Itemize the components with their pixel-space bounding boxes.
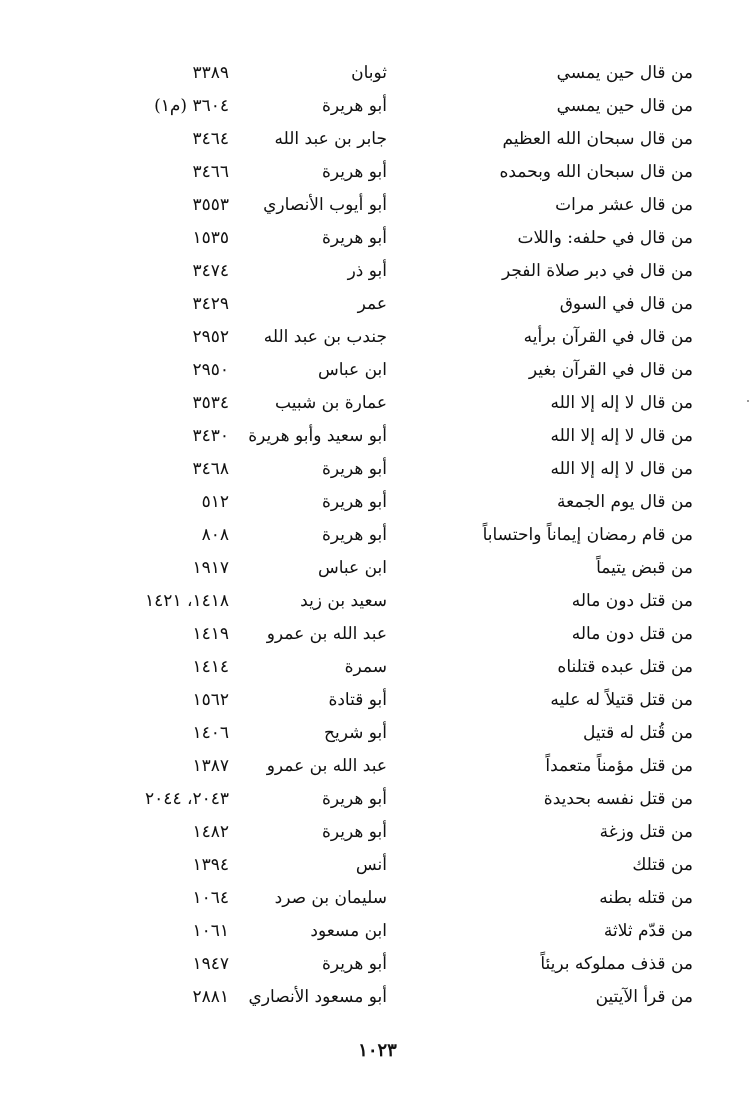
hadith-phrase: من قتلك <box>632 855 693 875</box>
narrator-name: جندب بن عبد الله <box>263 327 387 347</box>
hadith-phrase: من قرأ الآيتين <box>595 987 693 1007</box>
hadith-number: ١٣٨٧ <box>192 756 229 776</box>
index-row <box>0 585 755 618</box>
index-row <box>0 519 755 552</box>
narrator-name: أبو أيوب الأنصاري <box>263 195 387 215</box>
index-row <box>0 882 755 915</box>
narrator-name: أبو سعيد وأبو هريرة <box>248 426 387 446</box>
narrator-name: عبد الله بن عمرو <box>266 756 387 776</box>
hadith-number: ١٤٨٢ <box>192 822 229 842</box>
hadith-phrase: من قال حين يمسي <box>556 63 693 83</box>
narrator-name: ثوبان <box>351 63 387 83</box>
page-number: ١٠٢٣ <box>358 1040 397 1061</box>
hadith-number: ٢٩٥٠ <box>192 360 229 380</box>
index-row <box>0 288 755 321</box>
narrator-name: أبو هريرة <box>321 162 387 182</box>
hadith-number: ٣٤٦٦ <box>192 162 229 182</box>
hadith-phrase: من قال في السوق <box>559 294 693 314</box>
index-row <box>0 321 755 354</box>
hadith-phrase: من قال لا إله إلا الله <box>550 393 693 413</box>
narrator-name: أبو هريرة <box>321 459 387 479</box>
narrator-name: أبو شريح <box>324 723 387 743</box>
index-row <box>0 387 755 420</box>
index-row <box>0 156 755 189</box>
hadith-number: ١٥٦٢ <box>192 690 229 710</box>
narrator-name: أبو هريرة <box>321 954 387 974</box>
narrator-name: أبو هريرة <box>321 96 387 116</box>
hadith-number: ٣٤٦٨ <box>192 459 229 479</box>
hadith-number: ٣٤٦٤ <box>192 129 229 149</box>
narrator-name: أبو ذر <box>347 261 387 281</box>
index-row <box>0 849 755 882</box>
index-row <box>0 255 755 288</box>
narrator-name: ابن عباس <box>317 360 387 380</box>
index-row <box>0 981 755 1014</box>
index-row <box>0 915 755 948</box>
hadith-number: ٣٤٣٠ <box>192 426 229 446</box>
hadith-number: ٣٤٧٤ <box>192 261 229 281</box>
narrator-name: ابن عباس <box>317 558 387 578</box>
hadith-number: ٣٦٠٤ (م١) <box>154 96 229 116</box>
narrator-name: جابر بن عبد الله <box>274 129 387 149</box>
narrator-name: أبو هريرة <box>321 822 387 842</box>
index-row <box>0 717 755 750</box>
hadith-phrase: من قال يوم الجمعة <box>557 492 693 512</box>
hadith-phrase: من قتل دون ماله <box>571 591 693 611</box>
hadith-index-table <box>0 57 755 1014</box>
hadith-phrase: من قال سبحان الله وبحمده <box>499 162 693 182</box>
index-row <box>0 618 755 651</box>
hadith-phrase: من قال حين يمسي <box>556 96 693 116</box>
hadith-number: ١٤٠٦ <box>192 723 229 743</box>
hadith-phrase: من قال عشر مرات <box>555 195 693 215</box>
narrator-name: أبو هريرة <box>321 492 387 512</box>
hadith-phrase: من قال سبحان الله العظيم <box>502 129 693 149</box>
hadith-number: ١٥٣٥ <box>192 228 229 248</box>
index-row <box>0 552 755 585</box>
index-row <box>0 816 755 849</box>
hadith-number: ١٤١٨، ١٤٢١ <box>145 591 229 611</box>
narrator-name: أبو مسعود الأنصاري <box>248 987 387 1007</box>
narrator-name: عمر <box>357 294 387 314</box>
index-row <box>0 948 755 981</box>
narrator-name: أبو هريرة <box>321 525 387 545</box>
hadith-number: ١٠٦١ <box>192 921 229 941</box>
hadith-number: ٢٠٤٣، ٢٠٤٤ <box>145 789 229 809</box>
narrator-name: أنس <box>355 855 387 875</box>
index-row <box>0 123 755 156</box>
hadith-number: ٥١٢ <box>201 492 229 512</box>
hadith-phrase: من قال في القرآن بغير <box>528 360 693 380</box>
hadith-phrase: من قام رمضان إيماناً واحتساباً <box>482 525 693 545</box>
index-row <box>0 486 755 519</box>
hadith-number: ٨٠٨ <box>201 525 229 545</box>
hadith-phrase: من قال في القرآن برأيه <box>523 327 693 347</box>
index-row <box>0 420 755 453</box>
narrator-name: أبو قتادة <box>328 690 387 710</box>
narrator-name: عمارة بن شبيب <box>275 393 387 413</box>
index-row <box>0 684 755 717</box>
hadith-phrase: من قتل نفسه بحديدة <box>543 789 693 809</box>
hadith-phrase: من قتل عبده قتلناه <box>557 657 693 677</box>
index-row <box>0 750 755 783</box>
index-row <box>0 354 755 387</box>
hadith-number: ١٩١٧ <box>192 558 229 578</box>
index-row <box>0 222 755 255</box>
hadith-number: ١٤١٩ <box>192 624 229 644</box>
hadith-phrase: من قتل وزغة <box>599 822 693 842</box>
hadith-number: ١٩٤٧ <box>192 954 229 974</box>
hadith-number: ٣٥٣٤ <box>192 393 229 413</box>
hadith-phrase: من قذف مملوكه بريئاً <box>540 954 693 974</box>
hadith-number: ٣٤٢٩ <box>192 294 229 314</box>
index-row <box>0 783 755 816</box>
narrator-name: ابن مسعود <box>310 921 387 941</box>
hadith-phrase: من قتل قتيلاً له عليه <box>550 690 693 710</box>
index-row <box>0 90 755 123</box>
hadith-phrase: من قال لا إله إلا الله <box>550 426 693 446</box>
index-row <box>0 57 755 90</box>
hadith-phrase: من قال لا إله إلا الله <box>550 459 693 479</box>
index-row <box>0 453 755 486</box>
hadith-number: ٢٩٥٢ <box>192 327 229 347</box>
narrator-name: أبو هريرة <box>321 789 387 809</box>
narrator-name: سليمان بن صرد <box>274 888 387 908</box>
hadith-phrase: من قبض يتيماً <box>596 558 693 578</box>
hadith-phrase: من قدّم ثلاثة <box>603 921 693 941</box>
hadith-number: ٣٥٥٣ <box>192 195 229 215</box>
index-row <box>0 189 755 222</box>
hadith-phrase: من قتل دون ماله <box>571 624 693 644</box>
narrator-name: سمرة <box>344 657 387 677</box>
narrator-name: سعيد بن زيد <box>300 591 387 611</box>
hadith-phrase: من قتله بطنه <box>599 888 693 908</box>
hadith-phrase: من قُتل له قتيل <box>583 723 693 743</box>
hadith-number: ١٤١٤ <box>192 657 229 677</box>
hadith-number: ٢٨٨١ <box>192 987 229 1007</box>
hadith-phrase: من قال في حلفه: واللات <box>517 228 693 248</box>
hadith-number: ٣٣٨٩ <box>192 63 229 83</box>
index-row <box>0 651 755 684</box>
hadith-number: ١٣٩٤ <box>192 855 229 875</box>
hadith-phrase: من قتل مؤمناً متعمداً <box>545 756 693 776</box>
hadith-phrase: من قال في دبر صلاة الفجر <box>501 261 693 281</box>
narrator-name: أبو هريرة <box>321 228 387 248</box>
hadith-number: ١٠٦٤ <box>192 888 229 908</box>
margin-dot <box>747 400 749 402</box>
narrator-name: عبد الله بن عمرو <box>266 624 387 644</box>
